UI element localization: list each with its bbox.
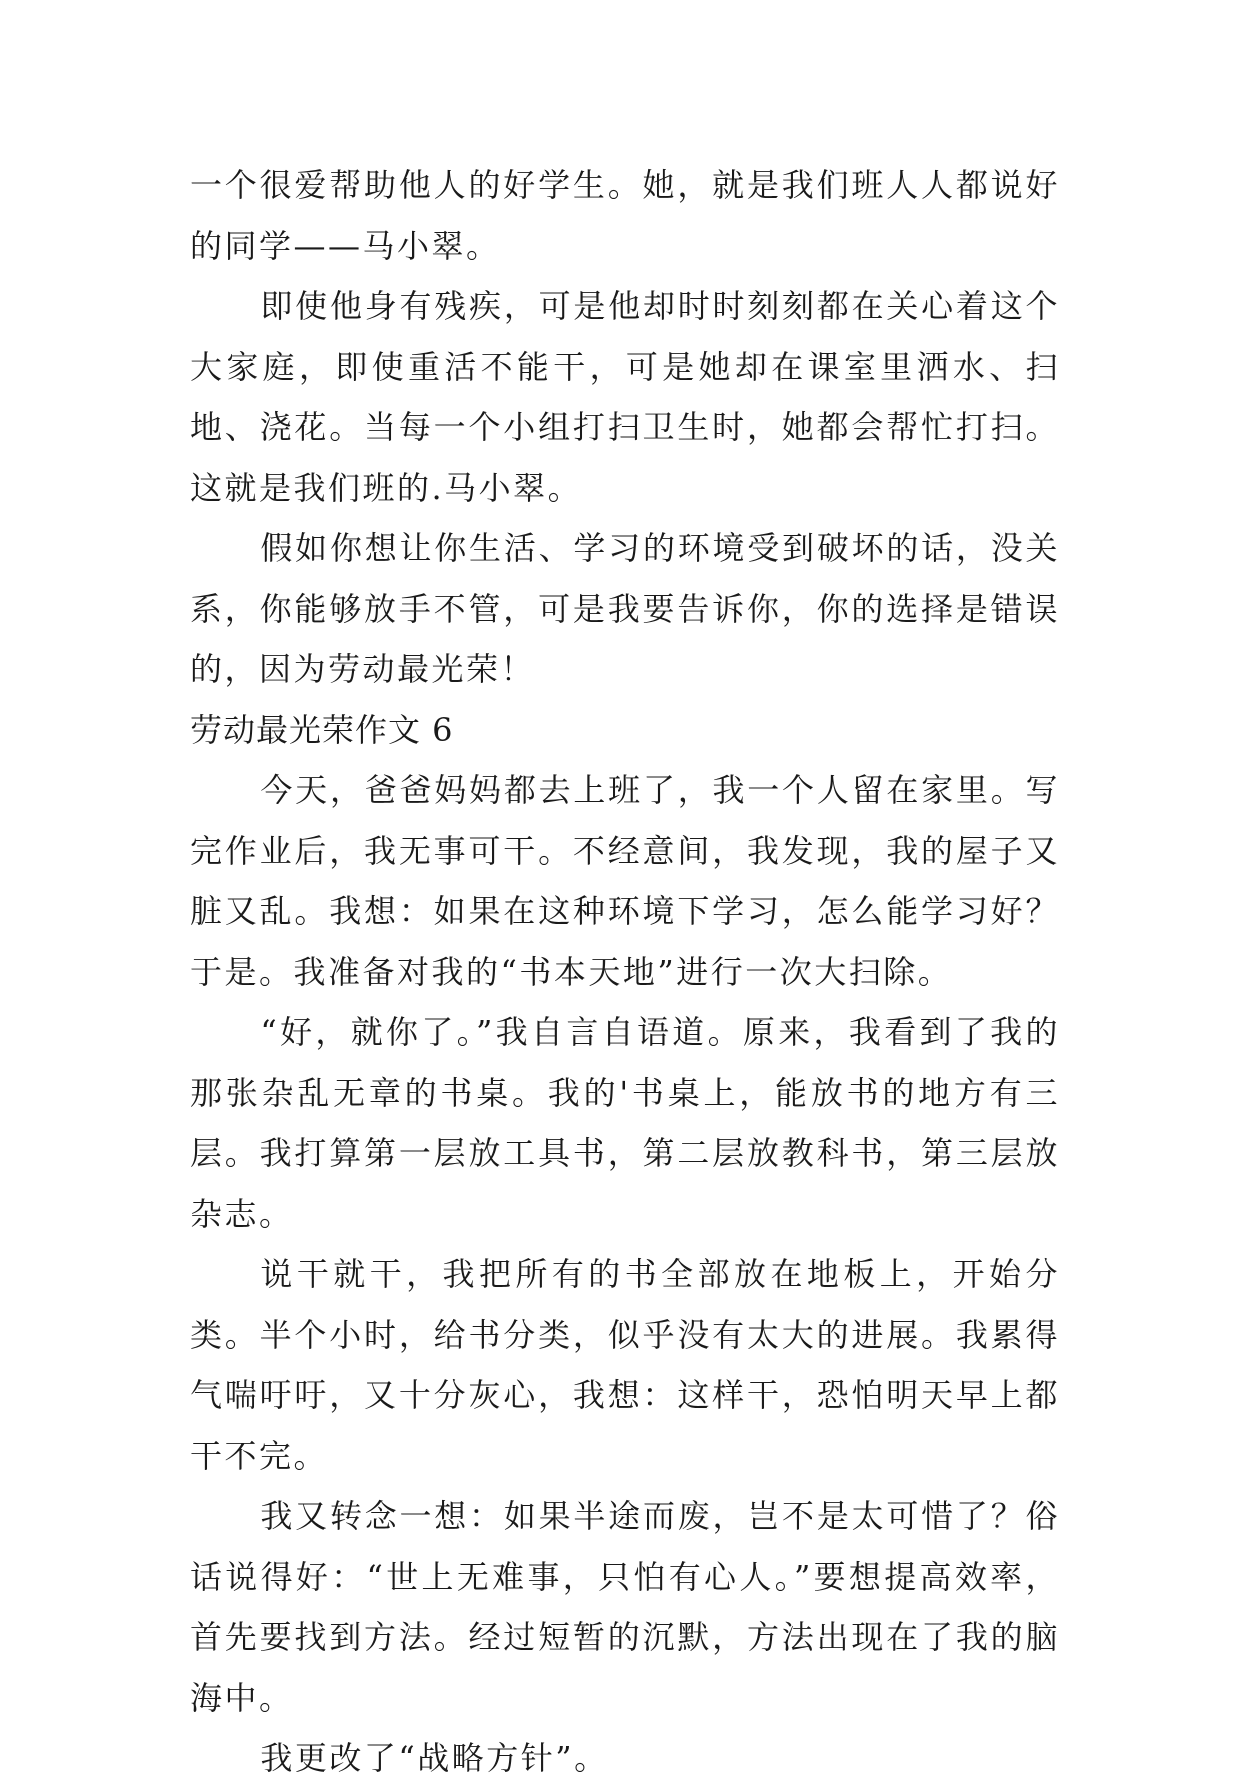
paragraph: 假如你想让你生活、学习的环境受到破坏的话，没关系，你能够放手不管，可是我要告诉你，你的选择是错误的，因为劳动最光荣！ bbox=[190, 529, 1060, 688]
paragraph: 今天，爸爸妈妈都去上班了，我一个人留在家里。写完作业后，我无事可干。不经意间，我发现，我的屋子又脏又乱。我想：如果在这种环境下学习，怎么能学习好？于是。我准备对我的“书本天地”进行一次大扫除。 bbox=[190, 771, 1060, 991]
paragraph: 即使他身有残疾，可是他却时时刻刻都在关心着这个大家庭，即使重活不能干，可是她却在课室里洒水、扫地、浇花。当每一个小组打扫卫生时，她都会帮忙打扫。这就是我们班的.马小翠。 bbox=[190, 287, 1060, 507]
paragraph: 我更改了“战略方针”。 bbox=[260, 1739, 609, 1777]
paragraph: 我又转念一想：如果半途而废，岂不是太可惜了？俗话说得好：“世上无难事，只怕有心人。”要想提高效率，首先要找到方法。经过短暂的沉默，方法出现在了我的脑海中。 bbox=[190, 1497, 1060, 1717]
paragraph: 一个很爱帮助他人的好学生。她，就是我们班人人都说好的同学——马小翠。 bbox=[190, 166, 1060, 265]
body-text bbox=[190, 155, 1060, 1789]
paragraph: “好，就你了。”我自言自语道。原来，我看到了我的那张杂乱无章的书桌。我的'书桌上，能放书的地方有三层。我打算第一层放工具书，第二层放教科书，第三层放杂志。 bbox=[190, 1013, 1060, 1233]
section-heading: 劳动最光荣作文 6 bbox=[190, 710, 454, 749]
paragraph: 说干就干，我把所有的书全部放在地板上，开始分类。半个小时，给书分类，似乎没有太大的进展。我累得气喘吁吁，又十分灰心，我想：这样干，恐怕明天早上都干不完。 bbox=[190, 1255, 1060, 1475]
